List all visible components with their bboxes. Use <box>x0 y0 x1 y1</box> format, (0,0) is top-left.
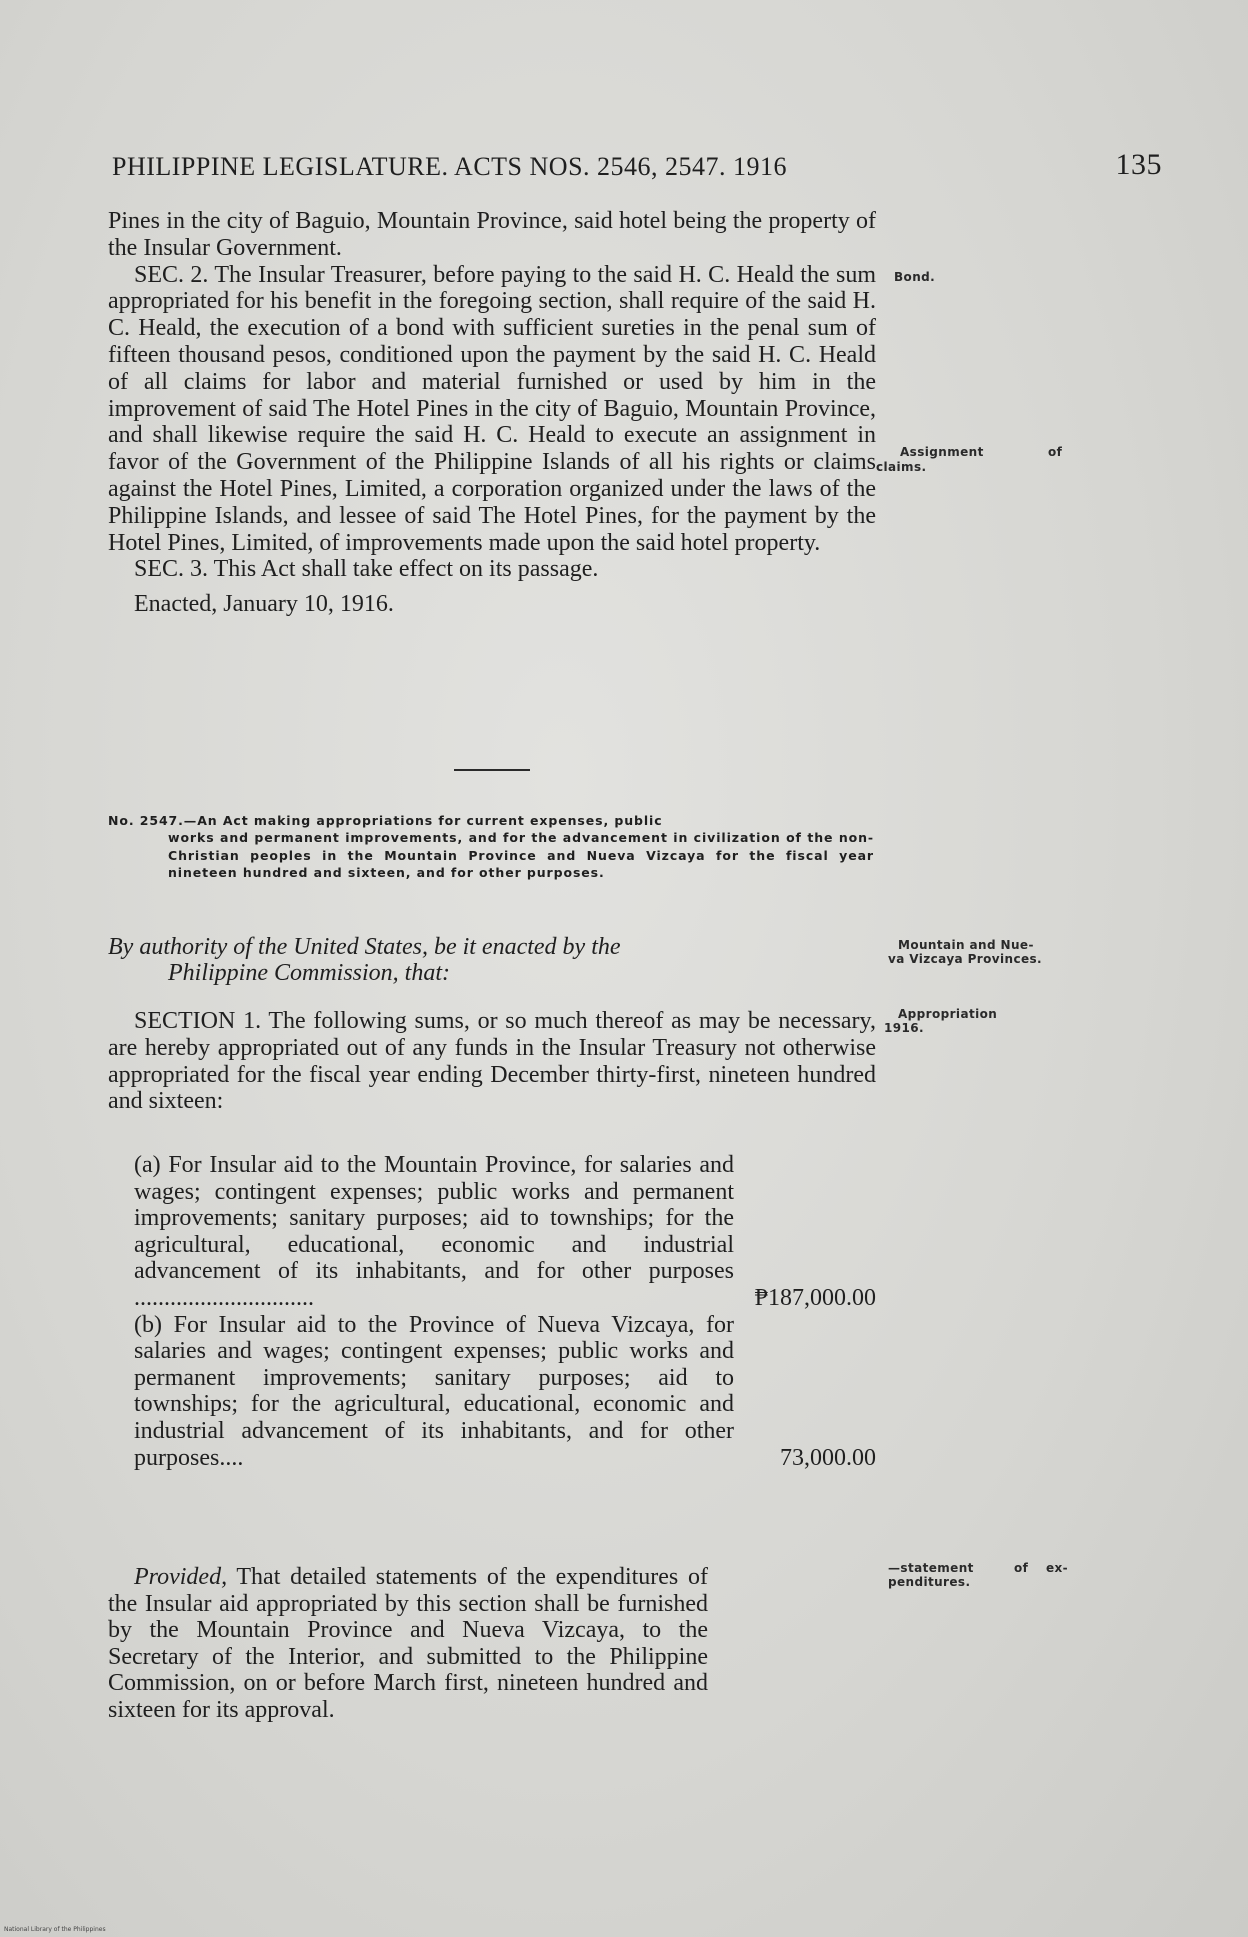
running-head: PHILIPPINE LEGISLATURE. ACTS NOS. 2546, 2547. 1916 <box>112 152 788 181</box>
section-1-text: The following sums, or so much thereof as may be necessary, are hereby appropriated out of any funds in the Insular Treasury not otherwise appropriated for the fiscal year ending December thirty-first, nineteen hundred and sixteen: <box>108 1008 876 1115</box>
item-a-amount: ₱187,000.00 <box>754 1284 876 1311</box>
enacting-clause <box>108 934 876 986</box>
side-note-assignment-1: Assignment <box>900 445 984 459</box>
section-1 <box>108 1008 876 1115</box>
side-note-appropriation-1: Appropriation <box>898 1007 998 1021</box>
section-2-text: The Insular Treasurer, before paying to the said H. C. Heald the sum appropriated for his benefit in the foregoing section, shall require of the said H. C. Heald, the execution of a bond with sufficient sureties in the penal sum of fifteen thousand pesos, conditioned upon the payment by the said H. C. Heald of all claims for labor and material furnished or used by him in the improvement of said The Hotel Pines in the city of Baguio, Mountain Province, and shall likewise require the said H. C. Heald to execute an assignment in favor of the Government of the Philippine Islands of all his rights or claims against the Hotel Pines, Limited, a corporation organized under the laws of the Philippine Islands, and lessee of said The Hotel Pines, for the payment by the Hotel Pines, Limited, of improvements made upon the said hotel property. <box>108 261 877 556</box>
section-3-label: SEC. 3. <box>134 556 209 583</box>
item-b-amount: 73,000.00 <box>780 1444 876 1471</box>
page-number: 135 <box>1115 148 1162 181</box>
enacting-clause-line-2: Philippine Commission, that: <box>168 960 450 986</box>
side-note-mountain-1: Mountain and Nue- <box>898 938 1034 952</box>
item-a-text: For Insular aid to the Mountain Province, for salaries and wages; contingent expenses; public works and permanent improvements; sanitary purposes; aid to townships; for the agricultural, educational, economic and industrial advancement of its inhabitants, and for other purposes .............................. <box>134 1152 734 1311</box>
act-title-line-1: No. 2547.—An Act making appropriations for current expenses, public <box>108 813 663 828</box>
appropriation-item-a <box>108 1152 878 1312</box>
side-note-bond: Bond. <box>894 270 936 284</box>
archive-footer: National Library of the Philippines <box>4 1926 106 1933</box>
section-1-paragraph <box>108 1008 876 1115</box>
item-b-text-block <box>108 1312 734 1472</box>
side-note-assignment-of: of <box>1048 445 1063 459</box>
paragraph-continuation: Pines in the city of Baguio, Mountain Province, said hotel being the property of the Insular Government. <box>108 208 876 261</box>
enacting-clause-line-1: By authority of the United States, be it enacted by the <box>108 934 621 960</box>
section-divider <box>454 769 530 771</box>
page-header <box>112 148 1162 188</box>
proviso-text: That detailed statements of the expenditures of the Insular aid appropriated by this section shall be furnished by the Mountain Province and Nueva Vizcaya, to the Secretary of the Interior, and submitted to the Philippine Commission, on or before March first, nineteen hundred and sixteen for its approval. <box>108 1564 708 1723</box>
section-2 <box>108 262 876 557</box>
proviso-paragraph <box>108 1564 708 1724</box>
act-title-rest: works and permanent improvements, and for the advancement in civilization of the non-Christian peoples in the Mountain Province and Nueva Vizcaya for the fiscal year nineteen hundred and sixteen, and for other purposes. <box>168 830 874 881</box>
item-a-label: (a) <box>134 1152 161 1178</box>
item-b-label: (b) <box>134 1311 162 1338</box>
enacted-date: Enacted, January 10, 1916. <box>134 591 394 618</box>
side-note-statement-2: penditures. <box>888 1575 971 1589</box>
side-note-statement-1: —statement <box>888 1561 974 1575</box>
side-note-assignment-2: claims. <box>876 460 927 474</box>
act-2546-continuation <box>108 208 876 618</box>
proviso-lead: Provided, <box>134 1564 228 1590</box>
section-1-label: SECTION 1. <box>134 1008 262 1034</box>
item-b-text: For Insular aid to the Province of Nueva Vizcaya, for salaries and wages; contingent expenses; public works and permanent improvements; sanitary purposes; aid to townships; for the agricultural, educational, economic and industrial advancement of its inhabitants, and for other purposes.... <box>134 1311 734 1471</box>
appropriation-item-b <box>108 1312 878 1472</box>
act-2547-title <box>108 812 874 882</box>
side-note-mountain-2: va Vizcaya Provinces. <box>888 952 1042 966</box>
section-2-label: SEC. 2. <box>134 261 209 288</box>
side-note-statement-of: of <box>1014 1561 1029 1575</box>
side-note-statement-ex: ex- <box>1046 1561 1069 1575</box>
item-a-text-block <box>108 1152 734 1312</box>
side-note-appropriation-2: 1916. <box>884 1021 924 1035</box>
section-3 <box>108 556 876 583</box>
appropriation-items <box>108 1152 878 1471</box>
section-3-text: This Act shall take effect on its passage. <box>208 556 599 583</box>
